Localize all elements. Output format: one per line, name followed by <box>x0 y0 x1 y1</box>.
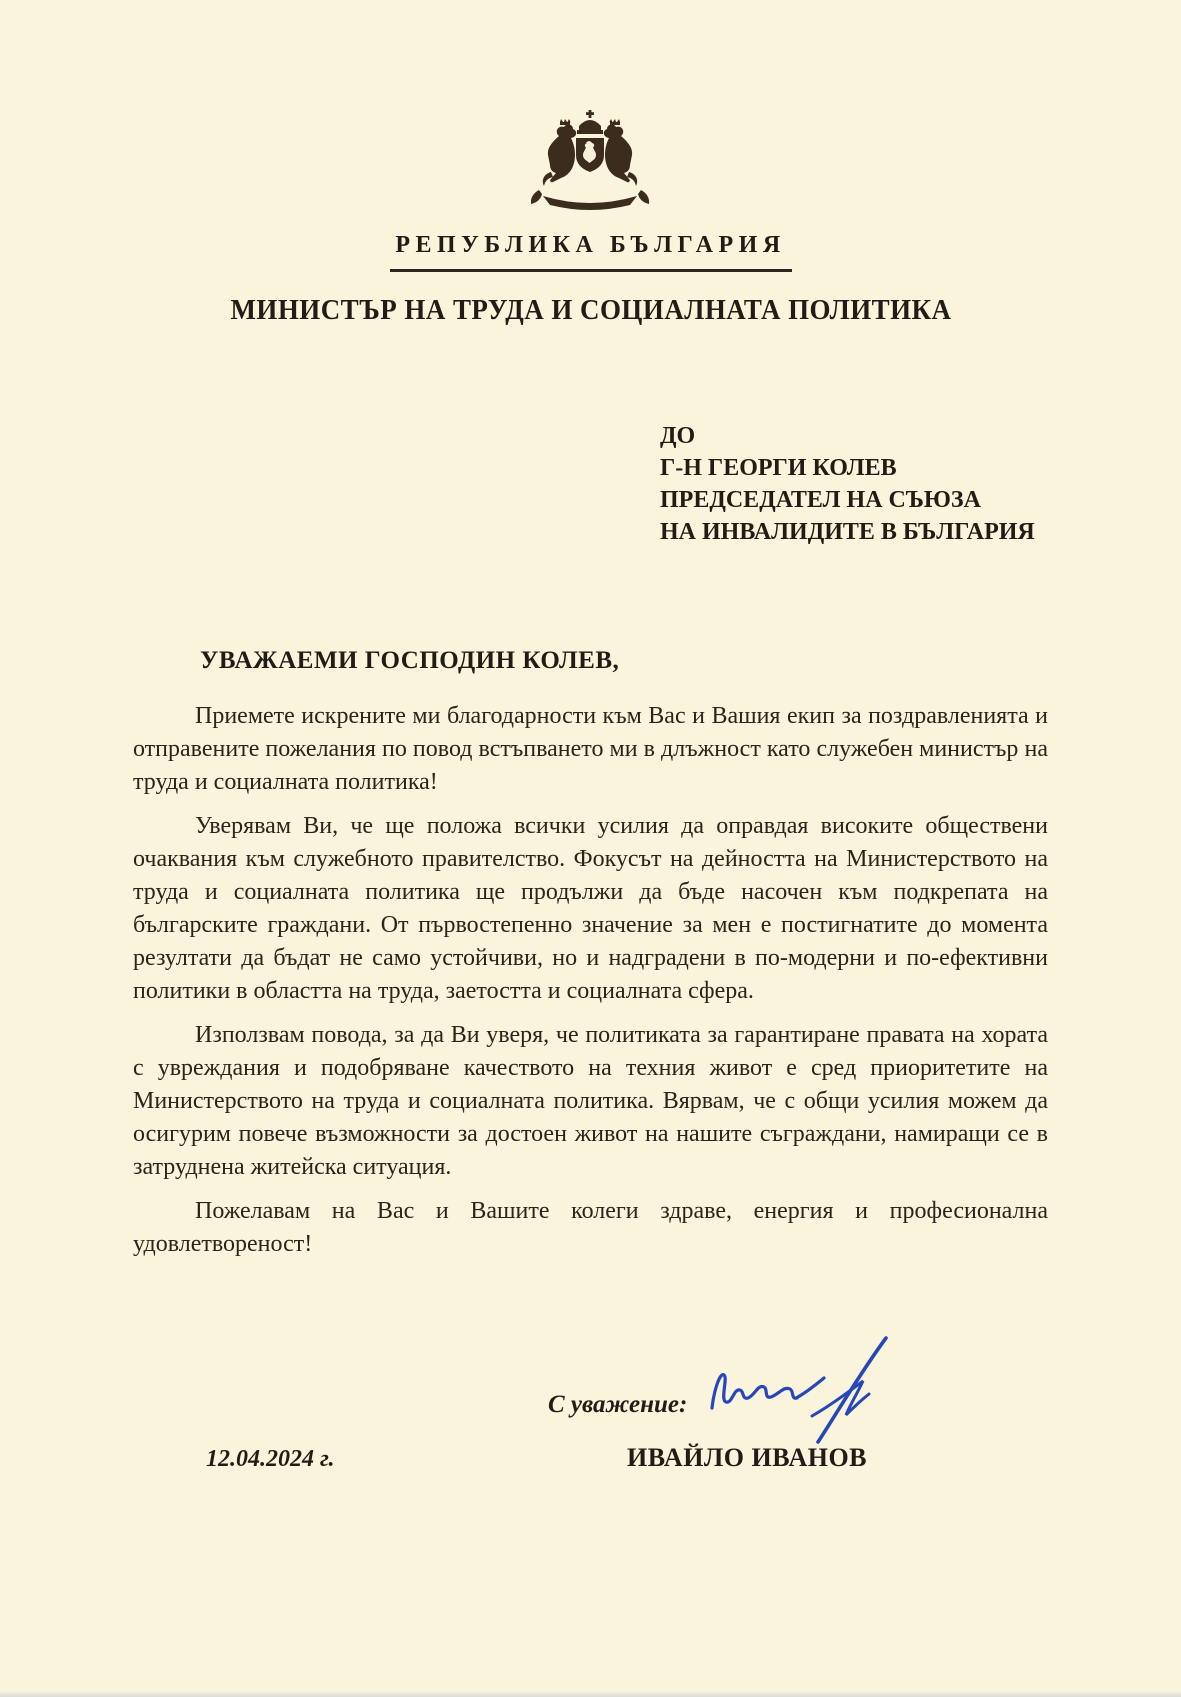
bulgarian-coat-of-arms-icon <box>523 110 657 214</box>
body-paragraph: Приемете искрените ми благодарности към Вас и Вашия екип за поздравленията и отправените пожелания по повод встъпването ми в длъжност като служебен министър на труда и социалната политика! <box>133 703 1048 795</box>
recipient-block <box>660 420 1035 548</box>
recipient-line: ПРЕДСЕДАТЕЛ НА СЪЮЗА <box>660 487 981 513</box>
country-title: РЕПУБЛИКА БЪЛГАРИЯ <box>395 232 786 258</box>
recipient-line: ДО <box>660 423 696 449</box>
letter-body <box>133 700 1048 1272</box>
letter-date: 12.04.2024 г. <box>206 1446 335 1472</box>
closing-label: С уважение: <box>548 1391 688 1418</box>
salutation: УВАЖАЕМИ ГОСПОДИН КОЛЕВ, <box>200 647 620 674</box>
recipient-line: Г-Н ГЕОРГИ КОЛЕВ <box>660 455 897 481</box>
recipient-line: НА ИНВАЛИДИТЕ В БЪЛГАРИЯ <box>660 519 1035 545</box>
ministry-title: МИНИСТЪР НА ТРУДА И СОЦИАЛНАТА ПОЛИТИКА <box>229 294 952 326</box>
signer-name: ИВАЙЛО ИВАНОВ <box>627 1443 868 1472</box>
scan-edge-bottom <box>0 1692 1181 1697</box>
body-paragraph: Уверявам Ви, че ще положа всички усилия да оправдая високите обществени очаквания към служебното правителство. Фокусът на дейността на Министерството на труда и социалната политика ще продължи да бъде насочен към подкрепата на българските граждани. От първостепенно значение за мен е постигнатите до момента резултати да бъдат не само устойчиви, но и надградени в по-модерни и по-ефективни политики в областта на труда, заетостта и социалната сфера. <box>133 813 1048 1004</box>
handwritten-signature-icon <box>700 1328 895 1448</box>
header-divider <box>390 269 792 272</box>
body-paragraph: Използвам повода, за да Ви уверя, че политиката за гарантиране правата на хората с увреждания и подобряване качеството на техния живот е сред приоритетите на Министерството на труда и социалната политика. Вярвам, че с общи усилия можем да осигурим повече възможности за достоен живот на нашите съграждани, намиращи се в затруднена житейска ситуация. <box>133 1022 1048 1180</box>
body-paragraph: Пожелавам на Вас и Вашите колеги здраве, енергия и професионална удовлетвореност! <box>133 1198 1048 1257</box>
